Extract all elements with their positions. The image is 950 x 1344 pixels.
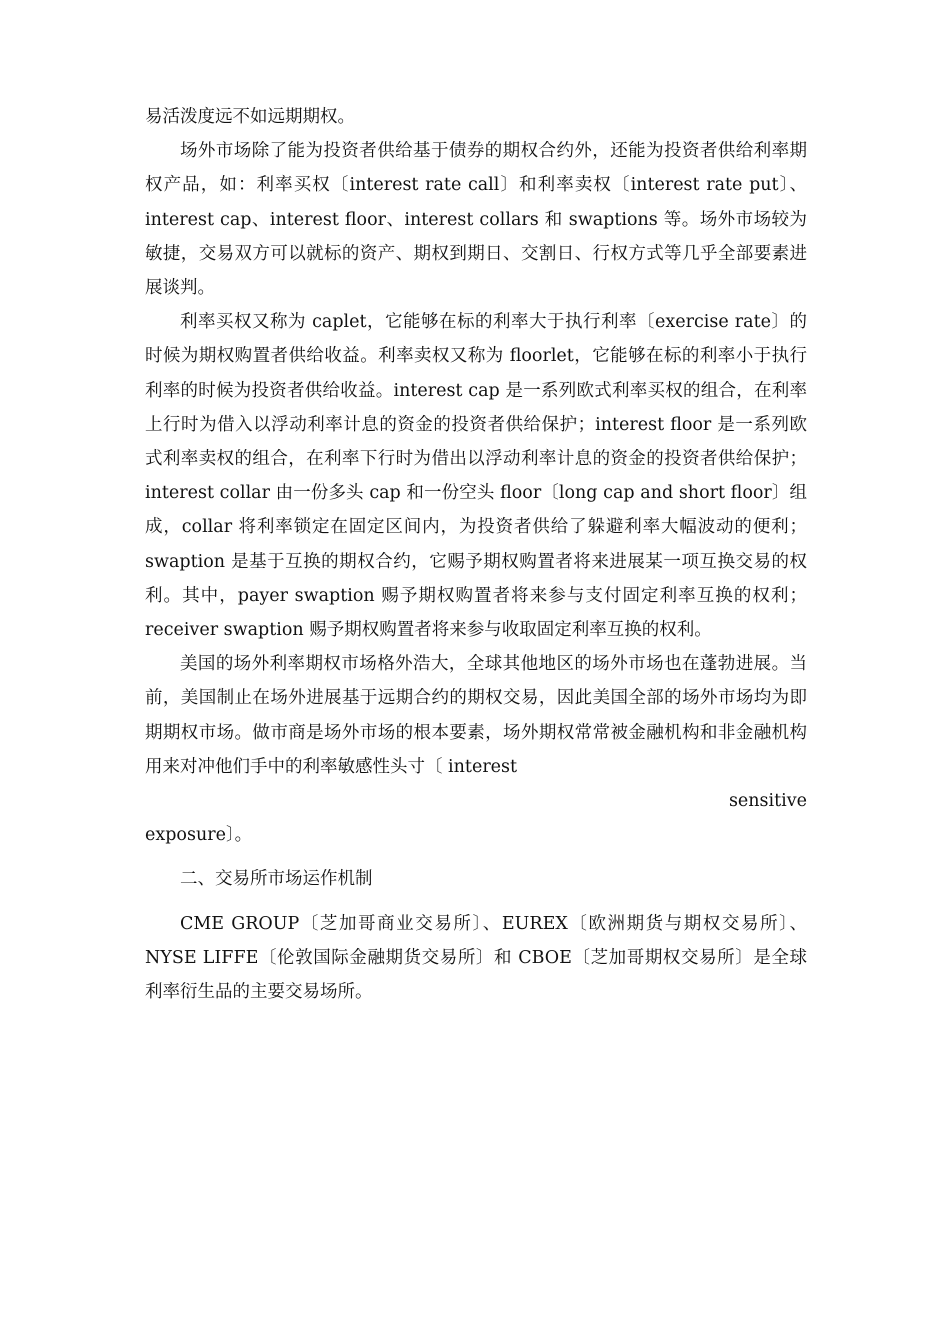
- document-page: [145, 100, 807, 1009]
- paragraph-exchanges: CME GROUP〔芝加哥商业交易所〕、EUREX〔欧洲期货与期权交易所〕、NYSE LIFFE〔伦敦国际金融期货交易所〕和 CBOE〔芝加哥期权交易所〕是全球利率衍生品的主要交易场所。: [145, 913, 807, 1003]
- section-heading: 二、交易所市场运作机制: [180, 869, 373, 890]
- paragraph-otc-products: 场外市场除了能为投资者供给基于债券的期权合约外，还能为投资者供给利率期权产品，如：利率买权〔interest rate call〕和利率卖权〔interest rate put〕、interest cap、interest floor、interest collars 和 swaptions 等。场外市场较为敏捷，交易双方可以就标的资产、期权到期日、交割日、行权方式等几乎全部要素进展谈判。: [145, 141, 807, 299]
- paragraph-us-otc-market: 美国的场外利率期权市场格外浩大，全球其他地区的场外市场也在蓬勃进展。当前，美国制止在场外进展基于远期合约的期权交易，因此美国全部的场外市场均为即期期权市场。做市商是场外市场的根本要素，场外期权常常被金融机构和非金融机构用来对冲他们手中的利率敏感性头寸〔 interest: [145, 654, 807, 777]
- paragraph-line-exposure: exposure〕。: [145, 825, 253, 846]
- paragraph-continuation: 易活泼度远不如远期期权。: [145, 107, 355, 127]
- paragraph-caplet-definitions: 利率买权又称为 caplet，它能够在标的利率大于执行利率〔exercise rate〕的时候为期权购置者供给收益。利率卖权又称为 floorlet，它能够在标的利率小于执行利率的时候为投资者供给收益。interest cap 是一系列欧式利率买权的组合，在利率上行时为借入以浮动利率计息的资金的投资者供给保护；interest floor 是一系列欧式利率卖权的组合，在利率下行时为借出以浮动利率计息的资金的投资者供给保护；interest collar 由一份多头 cap 和一份空头 floor〔long cap and short floor〕组成，collar 将利率锁定在固定区间内，为投资者供给了躲避利率大幅波动的便利；swaption 是基于互换的期权合约，它赐予期权购置者将来进展某一项互换交易的权利。其中，payer swaption 赐予期权购置者将来参与支付固定利率互换的权利；receiver swaption 赐予期权购置者将来参与收取固定利率互换的权利。: [145, 312, 807, 641]
- paragraph-line-sensitive: sensitive: [728, 791, 807, 812]
